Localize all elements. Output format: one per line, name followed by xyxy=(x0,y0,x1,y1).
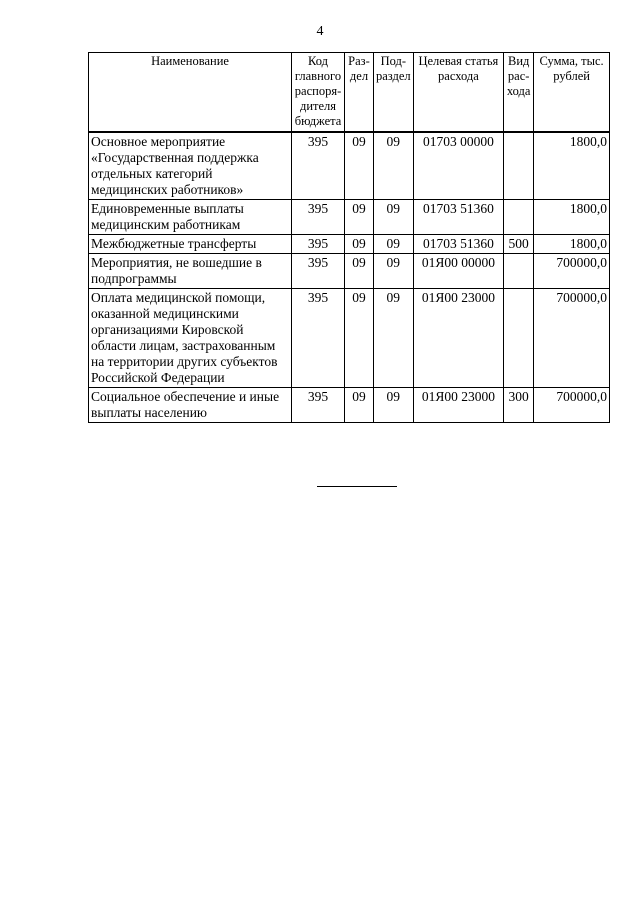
row-sum: 700000,0 xyxy=(534,254,610,289)
table-row xyxy=(89,289,610,388)
row-name: Межбюджетные трансферты xyxy=(89,235,292,254)
table-row xyxy=(89,132,610,200)
row-section: 09 xyxy=(345,132,374,200)
row-type xyxy=(504,289,534,388)
row-section: 09 xyxy=(345,235,374,254)
row-section: 09 xyxy=(345,200,374,235)
row-code: 395 xyxy=(292,235,345,254)
row-sum: 700000,0 xyxy=(534,289,610,388)
closing-rule xyxy=(317,486,397,487)
page-number: 4 xyxy=(316,24,324,39)
row-target: 01Я00 00000 xyxy=(413,254,504,289)
row-sum: 1800,0 xyxy=(534,235,610,254)
row-section: 09 xyxy=(345,254,374,289)
row-type: 500 xyxy=(504,235,534,254)
table-row xyxy=(89,200,610,235)
row-code: 395 xyxy=(292,132,345,200)
header-subsection: Под-раздел xyxy=(373,53,413,133)
table-row xyxy=(89,388,610,423)
row-name: Мероприятия, не вошедшие в подпрограммы xyxy=(89,254,292,289)
header-section: Раз-дел xyxy=(345,53,374,133)
header-code: Код главного распоря-дителя бюджета xyxy=(292,53,345,133)
row-name: Основное мероприятие «Государственная поддержка отдельных категорий медицинских работников» xyxy=(89,132,292,200)
row-name: Единовременные выплаты медицинским работникам xyxy=(89,200,292,235)
row-target: 01703 00000 xyxy=(413,132,504,200)
header-sum: Сумма, тыс. рублей xyxy=(534,53,610,133)
budget-table xyxy=(88,52,610,423)
row-target: 01703 51360 xyxy=(413,200,504,235)
row-subsection: 09 xyxy=(373,200,413,235)
row-subsection: 09 xyxy=(373,388,413,423)
row-target: 01Я00 23000 xyxy=(413,289,504,388)
row-target: 01703 51360 xyxy=(413,235,504,254)
header-target: Целевая статья расхода xyxy=(413,53,504,133)
table-row xyxy=(89,235,610,254)
header-expense-type: Вид рас-хода xyxy=(504,53,534,133)
row-subsection: 09 xyxy=(373,235,413,254)
table-row xyxy=(89,254,610,289)
row-type xyxy=(504,254,534,289)
row-section: 09 xyxy=(345,289,374,388)
row-target: 01Я00 23000 xyxy=(413,388,504,423)
row-code: 395 xyxy=(292,200,345,235)
row-type: 300 xyxy=(504,388,534,423)
row-sum: 1800,0 xyxy=(534,200,610,235)
row-name: Социальное обеспечение и иные выплаты населению xyxy=(89,388,292,423)
row-subsection: 09 xyxy=(373,289,413,388)
row-subsection: 09 xyxy=(373,132,413,200)
table-header-row xyxy=(89,53,610,133)
row-name: Оплата медицинской помощи, оказанной медицинскими организациями Кировской области лицам, застрахованным на территории других субъектов Российской Федерации xyxy=(89,289,292,388)
row-subsection: 09 xyxy=(373,254,413,289)
row-code: 395 xyxy=(292,254,345,289)
row-sum: 1800,0 xyxy=(534,132,610,200)
row-code: 395 xyxy=(292,388,345,423)
header-name: Наименование xyxy=(89,53,292,133)
row-code: 395 xyxy=(292,289,345,388)
row-sum: 700000,0 xyxy=(534,388,610,423)
row-section: 09 xyxy=(345,388,374,423)
row-type xyxy=(504,200,534,235)
row-type xyxy=(504,132,534,200)
